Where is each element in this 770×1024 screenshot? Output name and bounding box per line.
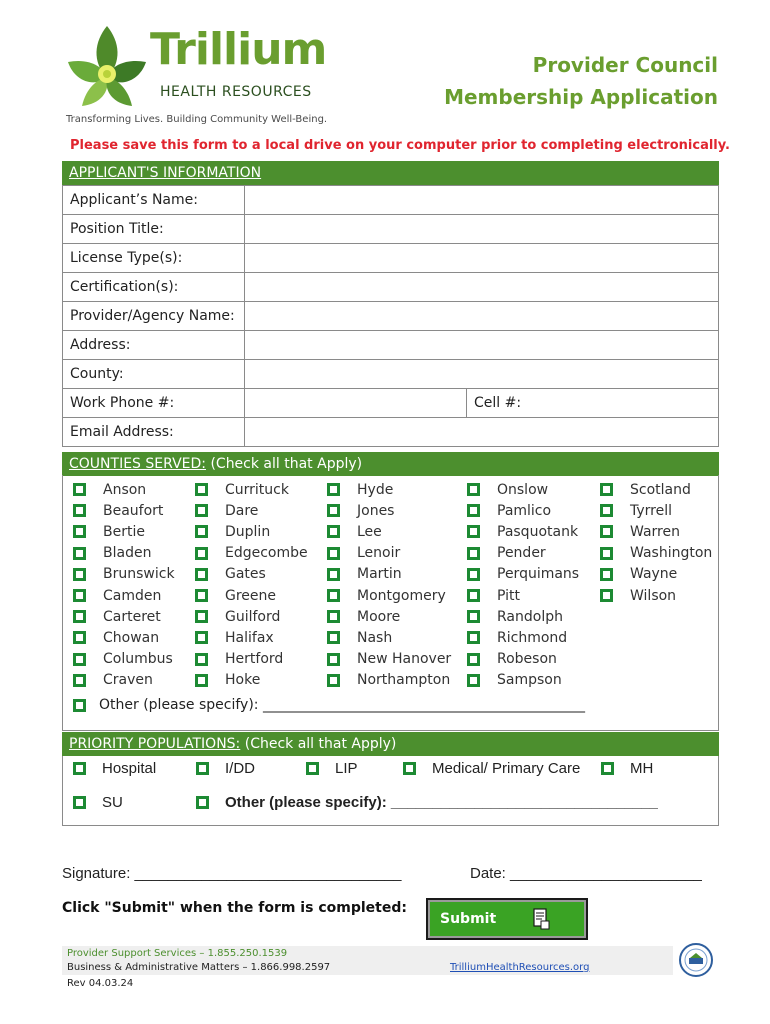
county-item [195, 606, 308, 627]
county-checkbox[interactable] [73, 504, 86, 517]
hospital-checkbox[interactable] [73, 762, 86, 775]
work-phone-label: Work Phone #: [63, 389, 245, 418]
county-item [467, 649, 579, 670]
position-title-field[interactable] [245, 215, 719, 244]
county-label: Anson [103, 481, 147, 498]
footer-support: Provider Support Services – 1.855.250.1539 [67, 948, 288, 959]
county-label: Pamlico [497, 502, 552, 519]
county-item [467, 521, 579, 542]
county-checkbox[interactable] [327, 504, 340, 517]
county-label: Carteret [103, 608, 161, 625]
county-label: Perquimans [497, 566, 580, 583]
county-checkbox[interactable] [327, 610, 340, 623]
county-checkbox[interactable] [195, 483, 208, 496]
county-item [195, 670, 308, 691]
county-label: Beaufort [103, 502, 164, 519]
counties-heading-rest: (Check all that Apply) [206, 456, 363, 472]
county-item [73, 500, 175, 521]
footer-website-link[interactable]: TrilliumHealthResources.org [450, 962, 590, 973]
submit-button[interactable] [426, 898, 588, 940]
county-checkbox[interactable] [195, 547, 208, 560]
brand-subtitle: HEALTH RESOURCES [160, 84, 312, 100]
signature-line[interactable]: Signature: ________________________________ [62, 865, 402, 882]
su-checkbox[interactable] [73, 796, 86, 809]
county-label: Washington [630, 545, 713, 562]
county-item [73, 670, 175, 691]
county-column [195, 479, 308, 691]
county-checkbox[interactable] [600, 589, 613, 602]
county-checkbox[interactable] [195, 674, 208, 687]
county-item [600, 500, 712, 521]
county-label: Richmond [497, 629, 568, 646]
county-item [600, 479, 712, 500]
county-item [467, 670, 579, 691]
county-item [73, 479, 175, 500]
address-field[interactable] [245, 331, 719, 360]
county-item [195, 543, 308, 564]
agency-name-field[interactable] [245, 302, 719, 331]
county-checkbox[interactable] [467, 674, 480, 687]
email-label: Email Address: [63, 418, 245, 447]
county-checkbox[interactable] [467, 589, 480, 602]
county-label: Chowan [103, 629, 160, 646]
county-item [73, 564, 175, 585]
county-label: Nash [357, 629, 393, 646]
medical-label: Medical/ Primary Care [432, 760, 581, 777]
county-checkbox[interactable] [467, 610, 480, 623]
county-checkbox[interactable] [195, 525, 208, 538]
county-label: Randolph [497, 608, 563, 625]
county-checkbox[interactable] [467, 483, 480, 496]
mh-label: MH [630, 760, 654, 777]
county-item [73, 585, 175, 606]
medical-checkbox[interactable] [403, 762, 416, 775]
county-label: Martin [357, 566, 402, 583]
county-item [327, 564, 451, 585]
county-label: Montgomery [357, 587, 446, 604]
title-line-2: Membership Application [444, 85, 718, 109]
county-checkbox[interactable] [467, 631, 480, 644]
document-icon [532, 908, 550, 930]
county-label: New Hanover [357, 651, 452, 668]
idd-label: I/DD [225, 760, 255, 777]
county-label: Pender [497, 545, 546, 562]
county-checkbox[interactable] [327, 653, 340, 666]
county-checkbox[interactable] [73, 589, 86, 602]
county-label: Hoke [225, 672, 261, 689]
county-item [467, 543, 579, 564]
priority-panel [62, 756, 719, 826]
county-item [73, 543, 175, 564]
county-label: Craven [103, 672, 153, 689]
county-checkbox[interactable] [195, 504, 208, 517]
county-checkbox[interactable] [327, 547, 340, 560]
address-label: Address: [63, 331, 245, 360]
page-title [444, 49, 718, 113]
county-label: Pasquotank [497, 523, 579, 540]
county-label: Moore [357, 608, 401, 625]
county-item [600, 564, 712, 585]
counties-other-row [73, 697, 585, 713]
email-field[interactable] [245, 418, 719, 447]
county-label: County: [63, 360, 245, 389]
county-label: Lee [357, 523, 382, 540]
county-label: Onslow [497, 481, 549, 498]
priority-other-label: Other (please specify): ________________________________ [225, 794, 658, 811]
certification-field[interactable] [245, 273, 719, 302]
county-label: Greene [225, 587, 277, 604]
county-checkbox[interactable] [73, 674, 86, 687]
county-item [327, 670, 451, 691]
county-label: Currituck [225, 481, 289, 498]
seal-icon [678, 942, 714, 978]
county-checkbox[interactable] [195, 653, 208, 666]
county-label: Lenoir [357, 545, 401, 562]
county-checkbox[interactable] [327, 589, 340, 602]
county-label: Robeson [497, 651, 557, 668]
county-label: Brunswick [103, 566, 175, 583]
idd-checkbox[interactable] [196, 762, 209, 775]
county-column [600, 479, 712, 606]
county-item [195, 521, 308, 542]
county-checkbox[interactable] [73, 610, 86, 623]
county-label: Pitt [497, 587, 521, 604]
county-item [195, 649, 308, 670]
county-checkbox[interactable] [327, 674, 340, 687]
county-item [600, 521, 712, 542]
county-column [327, 479, 451, 691]
county-item [467, 500, 579, 521]
hospital-label: Hospital [102, 760, 157, 777]
revision-date: Rev 04.03.24 [67, 978, 134, 989]
applicant-name-field[interactable] [245, 186, 719, 215]
county-label: Wilson [630, 587, 677, 604]
lip-label: LIP [335, 760, 358, 777]
county-item [327, 543, 451, 564]
su-label: SU [102, 794, 123, 811]
county-field[interactable] [245, 360, 719, 389]
county-item [600, 543, 712, 564]
county-label: Guilford [225, 608, 281, 625]
county-item [600, 585, 712, 606]
county-label: Camden [103, 587, 162, 604]
counties-heading-underlined: COUNTIES SERVED: [69, 456, 206, 472]
applicant-heading-text: APPLICANT'S INFORMATION [69, 165, 262, 181]
county-item [195, 479, 308, 500]
lip-checkbox[interactable] [306, 762, 319, 775]
county-checkbox[interactable] [600, 483, 613, 496]
county-checkbox[interactable] [73, 483, 86, 496]
priority-lip [306, 760, 358, 777]
county-checkbox[interactable] [327, 631, 340, 644]
priority-heading-underlined: PRIORITY POPULATIONS: [69, 736, 241, 752]
position-title-label: Position Title: [63, 215, 245, 244]
county-checkbox[interactable] [467, 504, 480, 517]
county-checkbox[interactable] [73, 568, 86, 581]
county-checkbox[interactable] [195, 631, 208, 644]
county-checkbox[interactable] [73, 547, 86, 560]
county-item [327, 521, 451, 542]
county-label: Northampton [357, 672, 451, 689]
tagline: Transforming Lives. Building Community Well-Being. [66, 114, 328, 125]
county-checkbox[interactable] [195, 589, 208, 602]
county-label: Edgecombe [225, 545, 308, 562]
county-checkbox[interactable] [195, 568, 208, 581]
county-checkbox[interactable] [600, 568, 613, 581]
county-item [327, 606, 451, 627]
priority-heading-rest: (Check all that Apply) [240, 736, 397, 752]
priority-mh [601, 760, 653, 777]
priority-su [73, 794, 123, 811]
county-column [73, 479, 175, 691]
county-checkbox[interactable] [195, 610, 208, 623]
work-phone-field[interactable] [245, 389, 467, 418]
county-checkbox[interactable] [600, 547, 613, 560]
applicant-info-table [62, 185, 719, 447]
county-item [195, 585, 308, 606]
county-item [195, 627, 308, 648]
mh-checkbox[interactable] [601, 762, 614, 775]
county-checkbox[interactable] [73, 631, 86, 644]
submit-instruction: Click "Submit" when the form is completed: [62, 900, 407, 916]
agency-name-label: Provider/Agency Name: [63, 302, 245, 331]
counties-other-checkbox[interactable] [73, 699, 86, 712]
county-item [327, 649, 451, 670]
counties-panel [62, 475, 719, 731]
cell-phone-field[interactable] [467, 389, 719, 418]
cell-phone-label: Cell #: [474, 395, 522, 411]
date-line[interactable]: Date: _______________________ [470, 865, 702, 882]
county-label: Halifax [225, 629, 274, 646]
county-checkbox[interactable] [73, 653, 86, 666]
county-label: Warren [630, 523, 680, 540]
license-type-label: License Type(s): [63, 244, 245, 273]
priority-section-heading [62, 732, 719, 756]
priority-other-checkbox[interactable] [196, 796, 209, 809]
county-item [327, 585, 451, 606]
applicant-name-label: Applicant’s Name: [63, 186, 245, 215]
title-line-1: Provider Council [532, 53, 718, 77]
counties-other-label: Other (please specify): ______________________________________________ [99, 697, 585, 713]
submit-label: Submit [440, 911, 497, 927]
county-checkbox[interactable] [600, 525, 613, 538]
county-label: Scotland [630, 481, 691, 498]
county-item [195, 564, 308, 585]
county-checkbox[interactable] [327, 568, 340, 581]
county-item [467, 585, 579, 606]
counties-section-heading [62, 452, 719, 476]
county-checkbox[interactable] [327, 483, 340, 496]
county-checkbox[interactable] [327, 525, 340, 538]
county-label: Sampson [497, 672, 562, 689]
county-column [467, 479, 579, 691]
county-checkbox[interactable] [73, 525, 86, 538]
county-label: Jones [357, 502, 395, 519]
certification-label: Certification(s): [63, 273, 245, 302]
county-item [73, 627, 175, 648]
county-checkbox[interactable] [467, 653, 480, 666]
county-item [467, 627, 579, 648]
county-label: Tyrrell [630, 502, 673, 519]
footer-business: Business & Administrative Matters – 1.866.998.2597 [67, 962, 331, 973]
county-item [73, 606, 175, 627]
county-item [195, 500, 308, 521]
priority-other [196, 794, 658, 811]
county-label: Columbus [103, 651, 173, 668]
brand-name: Trillium [150, 24, 327, 75]
priority-idd [196, 760, 255, 777]
county-label: Gates [225, 566, 266, 583]
county-item [467, 564, 579, 585]
priority-hospital [73, 760, 156, 777]
save-notice: Please save this form to a local drive on your computer prior to completing electronically. [70, 138, 730, 153]
county-label: Duplin [225, 523, 271, 540]
county-item [467, 606, 579, 627]
county-item [467, 479, 579, 500]
priority-medical [403, 760, 580, 777]
county-checkbox[interactable] [600, 504, 613, 517]
trillium-logo-icon [62, 22, 152, 112]
county-label: Wayne [630, 566, 678, 583]
county-item [327, 500, 451, 521]
footer-bar [62, 946, 673, 975]
county-item [73, 521, 175, 542]
county-item [327, 479, 451, 500]
county-item [327, 627, 451, 648]
county-checkbox[interactable] [467, 525, 480, 538]
county-label: Dare [225, 502, 259, 519]
license-type-field[interactable] [245, 244, 719, 273]
applicant-section-heading [62, 161, 719, 185]
county-label: Bladen [103, 545, 152, 562]
county-checkbox[interactable] [467, 568, 480, 581]
county-item [73, 649, 175, 670]
county-checkbox[interactable] [467, 547, 480, 560]
county-label: Bertie [103, 523, 145, 540]
county-label: Hyde [357, 481, 394, 498]
county-label: Hertford [225, 651, 284, 668]
